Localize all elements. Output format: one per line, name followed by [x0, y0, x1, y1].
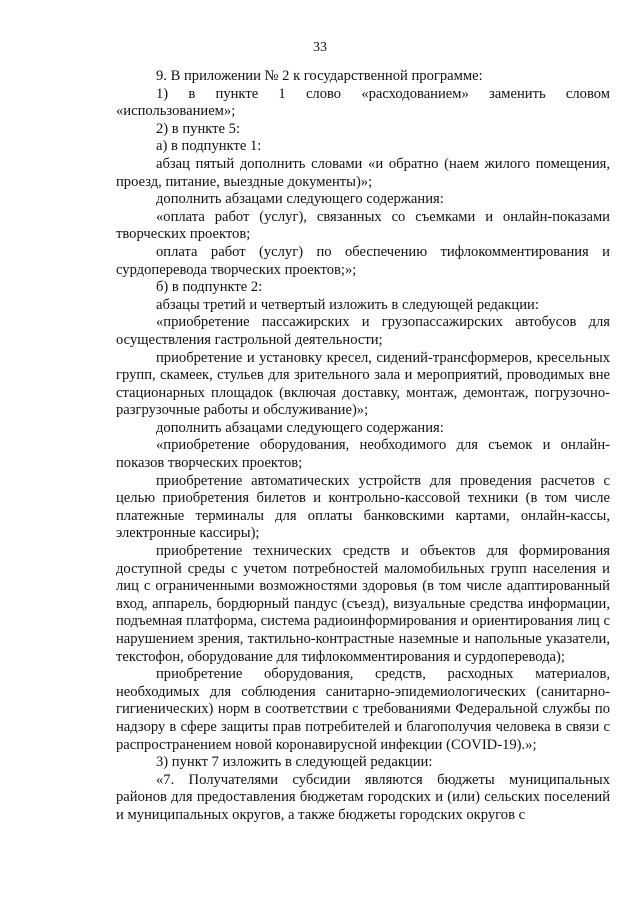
paragraph-third-fourth-abzac: абзацы третий и четвертый изложить в следующей редакции:	[156, 296, 539, 313]
paragraph-filming-equipment: «приобретение оборудования, необходимого для съемок и онлайн-показов творческих проектов;	[116, 437, 610, 472]
paragraph-seats: приобретение и установку кресел, сидений-трансформеров, кресельных групп, скамеек, стульев для зрительного зала и мероприятий, проводимых вне стационарных площадок (включая доставку, монтаж, демонтаж, погрузочно-разгрузочные работы и обслуживание)»;	[116, 349, 610, 419]
paragraph-subpoint-a: а) в подпункте 1:	[156, 138, 262, 155]
paragraph-point-2: 2) в пункте 5:	[156, 120, 241, 137]
paragraph-point-1: 1) в пункте 1 слово «расходованием» заменить словом «использованием»;	[116, 85, 610, 120]
paragraph-point-7: 3) пункт 7 изложить в следующей редакции:	[156, 754, 433, 771]
document-body	[116, 68, 610, 825]
paragraph-buses: «приобретение пассажирских и грузопассажирских автобусов для осуществления гастрольной деятельности;	[116, 314, 610, 348]
paragraph-accessible-environment: приобретение технических средств и объектов для формирования доступной среды с учетом потребностей маломобильных групп населения и лиц с ограниченными возможностями здоровья (в том числе адаптированный вход, аппарель, бордюрный пандус (съезд), визуальные средства информации, подъемная платформа, система радиоинформирования и ориентирования лиц с нарушением зрения, тактильно-контрастные наземные и напольные указатели, текстофон, оборудование для тифлокомментирования и сурдоперевода);	[116, 543, 610, 665]
paragraph-item-9: 9. В приложении № 2 к государственной программе:	[156, 68, 483, 84]
paragraph-automatic-devices: приобретение автоматических устройств для проведения расчетов с целью приобретения билетов и контрольно-кассовой техники (в том числе платежные терминалы для оплаты банковскими картами, онлайн-кассы, электронные кассиры);	[116, 472, 610, 542]
paragraph-payment-filming: «оплата работ (услуг), связанных со съемками и онлайн-показами творческих проектов;	[116, 208, 610, 243]
paragraph-recipients: «7. Получателями субсидии являются бюджеты муниципальных районов для предоставления бюджетам городских и (или) сельских поселений и муниципальных округов, а также бюджеты городских округов с	[116, 771, 610, 823]
paragraph-add-abzacs-2: дополнить абзацами следующего содержания:	[156, 419, 444, 436]
paragraph-payment-tiflo: оплата работ (услуг) по обеспечению тифлокомментирования и сурдоперевода творческих проектов;»;	[116, 243, 610, 278]
paragraph-fifth-abzac: абзац пятый дополнить словами «и обратно (наем жилого помещения, проезд, питание, выездные документы)»;	[116, 155, 610, 190]
page-number: 33	[313, 40, 327, 55]
paragraph-subpoint-b: б) в подпункте 2:	[156, 279, 263, 296]
paragraph-add-abzacs: дополнить абзацами следующего содержания:	[156, 191, 444, 208]
paragraph-sanitary-equipment: приобретение оборудования, средств, расходных материалов, необходимых для соблюдения санитарно-эпидемиологических (санитарно-гигиенических) норм в соответствии с требованиями Федеральной службы по надзору в сфере защиты прав потребителей и благополучия человека в связи с распространением новой коронавирусной инфекции (COVID-19).»;	[116, 666, 610, 753]
